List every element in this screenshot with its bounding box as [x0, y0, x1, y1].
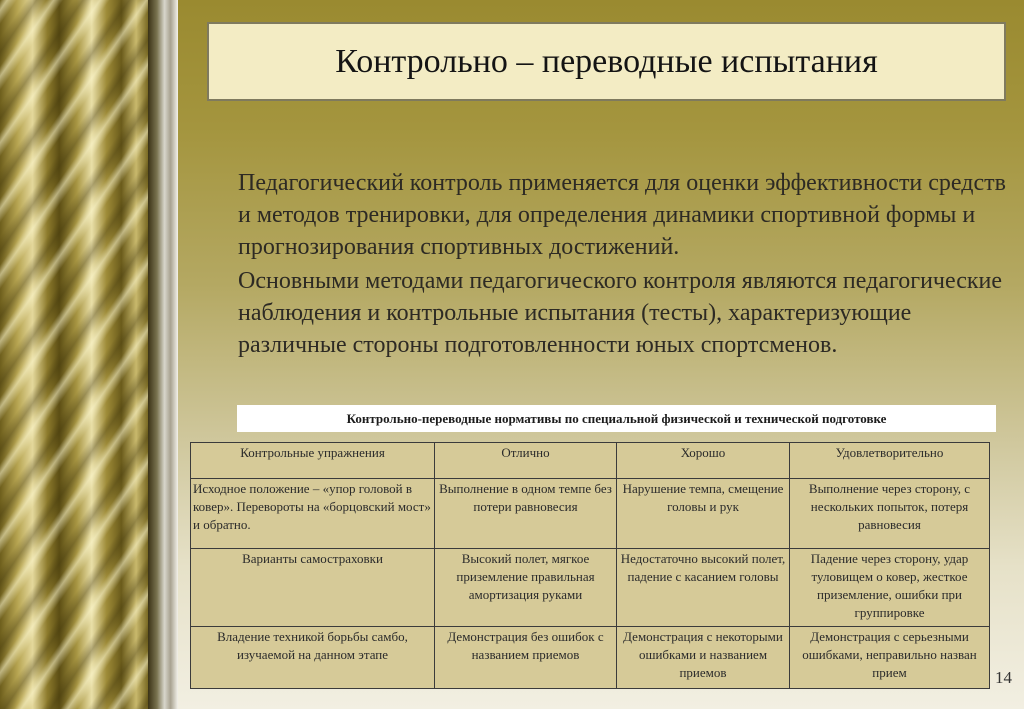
table-row [191, 549, 990, 627]
paragraph-pedagogical-control: Педагогический контроль применяется для оценки эффективности средств и методов тренировки, для определения динамики спортивной формы и прогнозирования спортивных достижений. [238, 170, 1006, 260]
table-row [191, 627, 990, 689]
table-cell: Падение через сторону, удар туловищем о ковер, жесткое приземление, ошибки при группировке [790, 549, 990, 627]
decorative-gold-stripe [0, 0, 148, 709]
decorative-divider-rail [148, 0, 178, 709]
table-cell: Варианты самостраховки [191, 549, 435, 627]
page-number: 14 [995, 668, 1012, 687]
slide-title: Контрольно – переводные испытания [335, 42, 878, 80]
table-cell: Исходное положение – «упор головой в ковер». Перевороты на «борцовский мост» и обратно. [191, 479, 435, 549]
table-cell: Высокий полет, мягкое приземление правильная амортизация руками [435, 549, 617, 627]
table-cell: Выполнение в одном темпе без потери равновесия [435, 479, 617, 549]
norms-table [190, 442, 990, 689]
table-cell: Выполнение через сторону, с нескольких попыток, потеря равновесия [790, 479, 990, 549]
header-excellent: Отлично [435, 443, 617, 479]
table-cell: Демонстрация с некоторыми ошибками и названием приемов [617, 627, 790, 689]
table-cell: Недостаточно высокий полет, падение с касанием головы [617, 549, 790, 627]
table-cell: Демонстрация без ошибок с названием приемов [435, 627, 617, 689]
table-header-row [191, 443, 990, 479]
table-cell: Демонстрация с серьезными ошибками, неправильно назван прием [790, 627, 990, 689]
table-row [191, 479, 990, 549]
header-satisfactory: Удовлетворительно [790, 443, 990, 479]
title-box [207, 22, 1006, 101]
paragraph-control-methods: Основными методами педагогического контроля являются педагогические наблюдения и контрольные испытания (тесты), характеризующие различные стороны подготовленности юных спортсменов. [238, 268, 1003, 358]
table-cell: Владение техникой борьбы самбо, изучаемой на данном этапе [191, 627, 435, 689]
table-caption: Контрольно-переводные нормативы по специальной физической и технической подготовке [237, 405, 996, 432]
header-good: Хорошо [617, 443, 790, 479]
header-control-exercises: Контрольные упражнения [191, 443, 435, 479]
table-cell: Нарушение темпа, смещение головы и рук [617, 479, 790, 549]
